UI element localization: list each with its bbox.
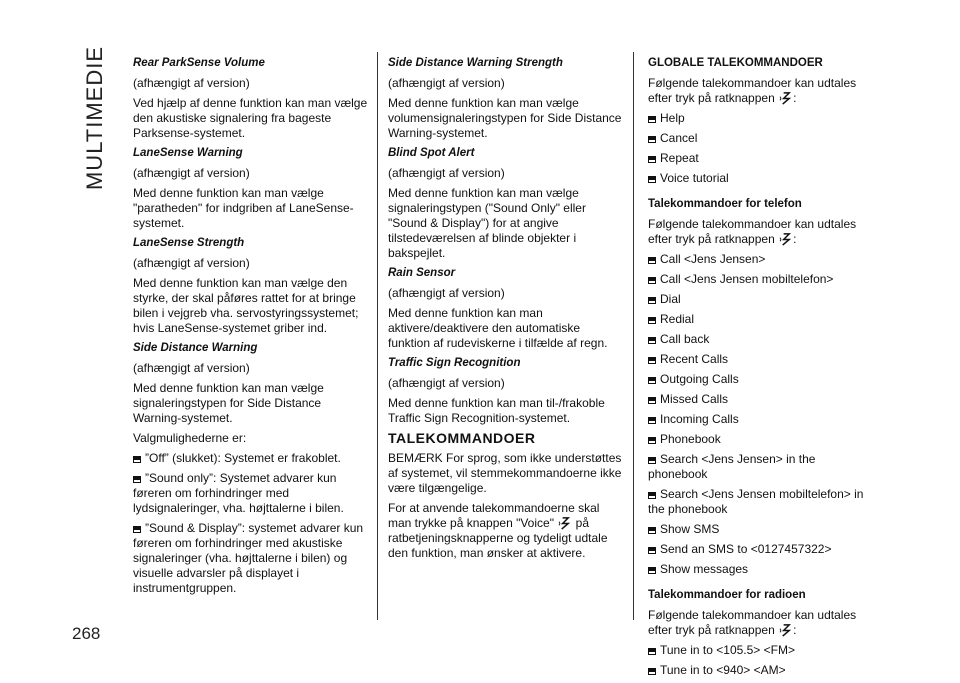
list-item (648, 487, 878, 517)
bullet-icon (648, 437, 656, 444)
heading-sdw-strength: Side Distance Warning Strength (388, 57, 563, 69)
list-item (648, 432, 878, 447)
list-item (648, 352, 878, 367)
list-item-text: Call <Jens Jensen mobiltelefon> (660, 272, 834, 286)
list-item (648, 151, 878, 166)
bullet-icon (648, 397, 656, 404)
bullet-icon (648, 492, 656, 499)
heading-lanesense-strength: LaneSense Strength (133, 237, 245, 249)
bullet-icon (648, 527, 656, 534)
list-item (648, 131, 878, 146)
heading-rain-sensor: Rain Sensor (388, 267, 456, 279)
list-item-text: Missed Calls (660, 392, 729, 406)
version-note: (afhængigt af version) (388, 376, 505, 390)
options-intro: Valgmulighederne er: (133, 431, 247, 445)
list-item-text: Send an SMS to <0127457322> (660, 542, 832, 556)
bullet-icon (648, 648, 656, 655)
global-commands-list (648, 111, 878, 186)
list-item (648, 332, 878, 347)
heading-phone-commands: Talekommandoer for telefon (648, 198, 802, 210)
list-item-text: Tune in to <105.5> <FM> (660, 643, 795, 657)
paragraph: Med denne funktion kan man vælge volumensignaleringstypen for Side Distance Warning-systemet. (388, 96, 622, 140)
version-note: (afhængigt af version) (133, 76, 250, 90)
list-item (648, 392, 878, 407)
list-item-text: Tune in to <940> <AM> (660, 663, 786, 677)
list-item: ”Sound & Display”: systemet advarer kun føreren om forhindringer med akustiske signaleringer (vha. højttalerne i bilen) og visuelle advarsler på displayet i instrumentgruppen. (133, 521, 364, 595)
list-item-text: Search <Jens Jensen mobiltelefon> in the phonebook (648, 487, 864, 516)
heading-rear-parksense-volume: Rear ParkSense Volume (133, 57, 265, 69)
voice-command-icon (779, 624, 792, 637)
list-item-text: Incoming Calls (660, 412, 739, 426)
bullet-icon (133, 526, 141, 533)
version-note: (afhængigt af version) (133, 361, 250, 375)
bullet-icon (648, 567, 656, 574)
column-divider (633, 52, 634, 620)
heading-lanesense-warning: LaneSense Warning (133, 147, 243, 159)
version-note: (afhængigt af version) (133, 166, 250, 180)
paragraph: Med denne funktion kan man aktivere/deaktivere den automatiske funktion af rudeviskerne i tilfælde af regn. (388, 306, 608, 350)
chapter-title-text: MULTIMEDIE (82, 45, 107, 191)
intro-paragraph: Følgende talekommandoer kan udtales efter tryk på ratknappen : (648, 217, 857, 246)
voice-command-icon (779, 233, 792, 246)
list-item-text: Redial (660, 312, 695, 326)
paragraph: Med denne funktion kan man vælge signaleringstypen ("Sound Only" eller "Sound & Display") for at angive tilstedeværelsen af blinde objekter i bakspejlet. (388, 186, 586, 260)
list-item (648, 412, 878, 427)
version-note: (afhængigt af version) (133, 256, 250, 270)
list-item (648, 111, 878, 126)
paragraph: Ved hjælp af denne funktion kan man vælge den akustiske signalering fra bageste Parksense-systemet. (133, 96, 368, 140)
bullet-icon (648, 176, 656, 183)
list-item-text: Recent Calls (660, 352, 729, 366)
section-heading-talekommandoer: TALEKOMMANDOER (388, 430, 536, 446)
list-item (648, 372, 878, 387)
column-1 (133, 56, 369, 601)
bullet-icon (648, 156, 656, 163)
bullet-icon (648, 116, 656, 123)
bullet-icon (648, 357, 656, 364)
bullet-icon (648, 297, 656, 304)
list-item: ”Sound only”: Systemet advarer kun føreren om forhindringer med lydsignaleringer, vha. højttalerne i bilen. (133, 471, 344, 515)
bullet-icon (648, 257, 656, 264)
paragraph: Med denne funktion kan man vælge "paratheden" for indgriben af LaneSense-systemet. (133, 186, 354, 230)
list-item (648, 542, 878, 557)
version-note: (afhængigt af version) (388, 76, 505, 90)
heading-side-distance-warning: Side Distance Warning (133, 342, 258, 354)
version-note: (afhængigt af version) (388, 286, 505, 300)
bullet-icon (648, 277, 656, 284)
voice-command-icon (558, 517, 571, 530)
list-item (648, 292, 878, 307)
bullet-icon (648, 547, 656, 554)
column-divider (377, 52, 378, 620)
list-item-text: Call <Jens Jensen> (660, 252, 766, 266)
list-item (648, 522, 878, 537)
version-note: (afhængigt af version) (388, 166, 505, 180)
phone-commands-list (648, 252, 878, 577)
paragraph: Med denne funktion kan man til-/frakoble Traffic Sign Recognition-systemet. (388, 396, 605, 425)
paragraph: Med denne funktion kan man vælge den styrke, der skal påføres rattet for at bringe bilen i vejgreb vha. servostyringssystemet; hvis LaneSense-systemet griber ind. (133, 276, 359, 335)
voice-command-icon (779, 92, 792, 105)
column-3 (648, 56, 878, 683)
list-item (648, 643, 878, 658)
list-item: ”Off” (slukket): Systemet er frakoblet. (133, 451, 369, 466)
column-2 (388, 56, 624, 566)
list-item-text: Cancel (660, 131, 698, 145)
bullet-icon (648, 317, 656, 324)
heading-blind-spot-alert: Blind Spot Alert (388, 147, 475, 159)
bullet-icon (133, 476, 141, 483)
list-item-text: Dial (660, 292, 681, 306)
list-item-text: Show messages (660, 562, 749, 576)
bullet-icon (648, 668, 656, 675)
chapter-side-title (80, 45, 110, 191)
list-item (648, 171, 878, 186)
intro-paragraph: Følgende talekommandoer kan udtales efter tryk på ratknappen : (648, 76, 857, 105)
list-item (648, 312, 878, 327)
bullet-icon (648, 457, 656, 464)
list-item-text: Help (660, 111, 685, 125)
heading-traffic-sign-recognition: Traffic Sign Recognition (388, 357, 521, 369)
bullet-icon (648, 377, 656, 384)
list-item-text: Repeat (660, 151, 699, 165)
heading-global-commands: GLOBALE TALEKOMMANDOER (648, 57, 823, 69)
list-item (648, 663, 878, 678)
paragraph: For at anvende talekommandoerne skal man trykke på knappen "Voice" på ratbetjeningsknapperne og tydeligt udtale den funktion, man ønsker at aktivere. (388, 501, 608, 560)
bullet-icon (133, 456, 141, 463)
list-item-text: Voice tutorial (660, 171, 729, 185)
paragraph: Med denne funktion kan man vælge signaleringstypen for Side Distance Warning-systemet. (133, 381, 324, 425)
list-item-text: Outgoing Calls (660, 372, 739, 386)
list-item (648, 562, 878, 577)
list-item-text: Search <Jens Jensen> in the phonebook (648, 452, 816, 481)
heading-radio-commands: Talekommandoer for radioen (648, 589, 806, 601)
intro-paragraph: Følgende talekommandoer kan udtales efter tryk på ratknappen : (648, 608, 857, 637)
note-paragraph: BEMÆRK For sprog, som ikke understøttes af systemet, vil stemmekommandoerne ikke være tilgængelige. (388, 451, 622, 495)
list-item (648, 252, 878, 267)
list-item (648, 452, 878, 482)
list-item-text: Call back (660, 332, 710, 346)
list-item (648, 272, 878, 287)
bullet-icon (648, 337, 656, 344)
page-number: 268 (72, 624, 101, 643)
bullet-icon (648, 136, 656, 143)
list-item-text: Show SMS (660, 522, 720, 536)
radio-commands-list (648, 643, 878, 678)
bullet-icon (648, 417, 656, 424)
list-item-text: Phonebook (660, 432, 721, 446)
